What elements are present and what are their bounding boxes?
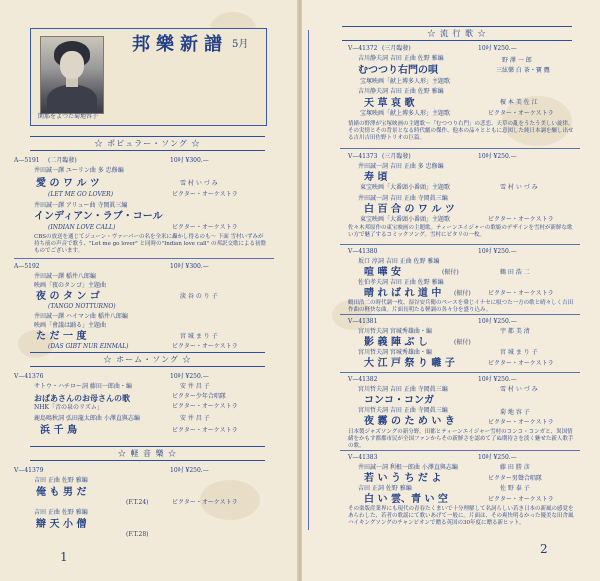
song-title: 夜 の タ ン ゴ bbox=[36, 291, 100, 302]
section-popular-songs: ☆ 流 行 歌 ☆ bbox=[342, 26, 572, 41]
song-title: 大 江 戸 祭 り 囃 子 bbox=[364, 358, 455, 369]
song-title: 影 義 陣 ぶ し bbox=[364, 337, 428, 348]
song-title: 天 草 哀 歌 bbox=[364, 98, 415, 109]
song-title: コンコ・コンガ bbox=[364, 395, 434, 406]
header-title: 邦樂新譜 bbox=[132, 34, 228, 55]
song-title: 辯 天 小 僧 bbox=[36, 519, 87, 530]
section-light-music: ☆ 軽 音 樂 ☆ bbox=[30, 446, 265, 461]
catalog-number: A—5191 bbox=[14, 157, 40, 164]
song-title: 愛 の ワ ル ツ bbox=[36, 178, 100, 189]
page-number: 1 bbox=[60, 550, 68, 564]
song-title: おばあさんのお母さんの歌 bbox=[34, 393, 130, 403]
song-title: 浜 千 鳥 bbox=[40, 425, 77, 436]
price: 10吋 ¥300.— bbox=[170, 157, 209, 164]
song-title: むつつり右門の唄 bbox=[358, 65, 438, 76]
song-title: 夜 霧 の た め い き bbox=[364, 416, 455, 427]
song-title: インディアン・ラブ・コール bbox=[34, 211, 163, 222]
song-title: 白 い 雲、青 い 空 bbox=[364, 494, 448, 505]
left-page: 邦樂新譜 5月 閑那をよつた菊地容子 ☆ ポピュラー・ソング ☆ A—5191 (二月臨發) 10吋 ¥300.— 井田誠一譯 ユーリン曲 多 忠修編 愛 の ワ ル ツ 雪 村 い づ み (LET ME GO LOVER) ビクター・オーケストラ 井田誠一譯 アリュー曲 寺岡眞三編 インディアン・ラブ・コール (INDIAN LOVE CALL) ビクター・オーケストラ CBSの放送を通じてジューン・ヴァーパーの名を全米に轟かし得るのも〜 下面 雪村いずみが持ち前の声音で歌う、"Let me go lover" と同時の"Indian love call" の邦訳交歌による初盤ものでございます。 A—5192 10吋 ¥300.— 井田誠一譯 稲井八郎編 映画「夜のタンゴ」主題曲 夜 の タ ン ゴ 淡 谷 の り 子 (TANGO NOTTURNO) 井田誠一譯 ハイマン曲 稲井八郎編 映画「會議は踊る」主題曲 た だ 一 度 宮 城 ま り 子 (DAS GIBT NUR EINMAL) ビクター・オーケストラ ☆ ホーム・ソング ☆ V—41376 10吋 ¥250.— サトウ・ハチロー詞 藤田一郎曲・編 安 井 昌 子 おばあさんのお母さんの歌 ビクター少年合唱隊 NHK「音の泉のリズム」 ビクター・オーケストラ 鹿島鳴秋詞 弘田龍太郎曲 小澤直與志編 安 井 昌 子 浜 千 鳥 ビクター・オーケストラ ☆ 軽 音 樂 ☆ V—41379 10吋 ¥250.— 吉田 正曲 佐野 雅編 俺 も 男 だ (F.T.24) ビクター・オーケストラ 吉田 正曲 佐野 雅編 辯 天 小 僧 (F.T.28) 1 bbox=[0, 0, 298, 581]
singer-photo bbox=[40, 36, 104, 114]
song-title: 喧 嘩 安 bbox=[364, 267, 401, 278]
song-title: 若 い う ち だ よ bbox=[364, 473, 442, 484]
song-title: 俺 も 男 だ bbox=[36, 487, 87, 498]
header-month: 5月 bbox=[232, 39, 249, 50]
song-title: 晴 れ ば れ 道 中 bbox=[364, 288, 442, 299]
song-title: た だ 一 度 bbox=[36, 331, 87, 342]
description: CBSの放送を通じてジューン・ヴァーパーの名を全米に轟かし得るのも〜 下面 雪村いずみが持ち前の声音で歌う、"Let me go lover" と同時の"Indian love call" の邦訳交歌による初盤ものでございます。 bbox=[34, 234, 266, 254]
right-page: ☆ 流 行 歌 ☆ V—41372 (三月臨發) 10吋 ¥250.— 吉川静夫詞 吉田 正曲 佐野 雅編 野 澤 一 郎 むつつり右門の唄 三絃樂 白 茶・寶 鷹 宝塚映画「献上博多人形」主題歌 吉川静夫詞 吉田 正曲 佐野 雅編 天 草 哀 歌 榎 本 美 佐 江 宝塚映画「献上博多人形」主題歌 ビクター・オーケストラ 情緒の野澤が宝塚映画の主題歌〜「むつつり右門」の悲恋、天草の亂をうたう美しい旋律。その実情とその背景となる時代劇の傑作、他本の品々とともに意図した純日本調を醸し出せる吉川吉田佐野トリオの巨篇。 V—41373 (三月臨發) 10吋 ¥250.— 井田誠一詞 吉田 正曲 多 忠修編 寿 頃 東宝映画「大番頭小番頭」主題歌 雪 村 い づ み 井田誠一詞 吉田 正曲 寺岡眞三編 白 百 合 の ワ ル ツ 東宝映画「大番頭小番頭」主題歌 ビクター・オーケストラ 佐々木邦原作の東宝映画の主題歌。ティーンエイジャーの歌姫のデザインを雪村が新鮮な歌い方で魅了するコミックソング。雪村にピタリの一枚。 V—41380 10吋 ¥250.— 坂口 淳詞 吉田 正曲 佐野 雅編 喧 嘩 安 (振付) 鶴 田 浩 二 佐伯孝夫詞 吉田 正曲 佐野 雅編 晴 れ ば れ 道 中 (振付) ビクター・オーケストラ 鶴田浩二の時代調一枚、湿谷安兵衛のペースを乗じイナセに唄つた一方の歌と晴々しく吉田作曲の軽快な曲。片面長明たる軽調の各々分を盛り込み。 V—41381 10吋 ¥250.— 宮川哲夫詞 宮城秀雄曲・編 宇 都 美 清 影 義 陣 ぶ し (振付) 宮川哲夫詞 宮城秀雄曲・編 宮 城 ま り 子 大 江 戸 祭 り 囃 子 ビクター・オーケストラ V—41382 10吋 ¥250.— 宮川哲夫詞 吉田 正曲 寺岡眞三編 雪 村 い づ み コンコ・コンガ 宮川哲夫詞 吉田 正曲 寺岡眞三編 菊 地 容 子 夜 霧 の た め い き ビクター・オーケストラ 日本製ジャズソングの新分野。田都とティーンエイジャー雪村のコンコ・コンガと、異国情緒をかもす都都市民が全国ファンからその新鮮さを認めて了ぬ期待さを淡く魅せた新人歌手の歌。 V—41383 10吋 ¥250.— 井田誠一詞 利根一郎曲 小澤直與志編 藤 田 勝 彦 若 い う ち だ よ ビクター男聲合唱隊 吉田 正詞 佐野 雅編 佐 野 泰 子 白 い 雲、青 い 空 ビクター・オーケストラ その楽版産業界にも現代の青春たくまいで十分理解して名詞らしい若き日本の新風の感覚をあらわした、若者の歌謡にて歌いあげて一般に。片面は、その爽快明るかった優美な田舎風ハイキングソングのチャンピオンで贈る英国の30年度に贈る新ヒット。 2 bbox=[302, 0, 600, 581]
song-title: 寿 頃 bbox=[364, 172, 388, 183]
page-number: 2 bbox=[540, 542, 548, 556]
section-popular: ☆ ポピュラー・ソング ☆ bbox=[30, 136, 265, 151]
photo-caption: 閑那をよつた菊地容子 bbox=[38, 113, 99, 120]
song-title: 白 百 合 の ワ ル ツ bbox=[364, 204, 455, 215]
section-home: ☆ ホーム・ソング ☆ bbox=[30, 352, 265, 367]
